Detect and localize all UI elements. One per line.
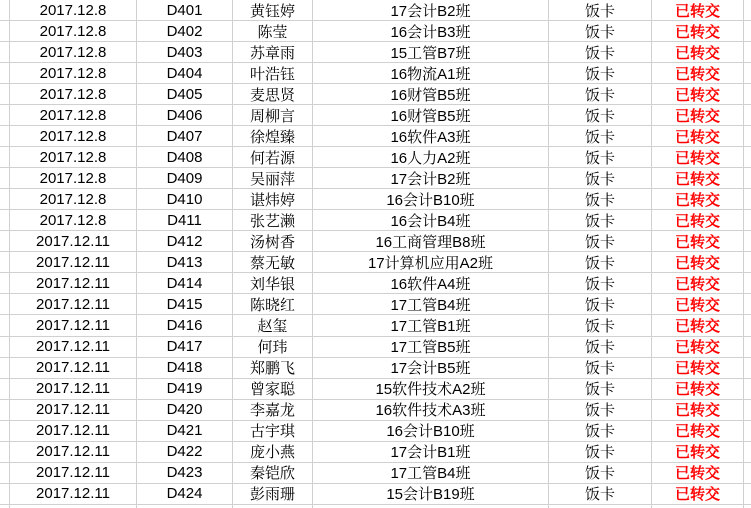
cell-status[interactable]: 已转交 xyxy=(652,400,744,420)
cell-date[interactable]: 2017.12.8 xyxy=(10,0,137,20)
table-row xyxy=(0,294,751,315)
cell-right-stub[interactable] xyxy=(744,400,751,420)
cell-name[interactable]: 彭雨珊 xyxy=(233,484,313,504)
cell-right-stub[interactable] xyxy=(744,210,751,230)
cell-date[interactable]: 2017.12.8 xyxy=(10,84,137,104)
cell-status[interactable]: 已转交 xyxy=(652,379,744,399)
cell-date[interactable]: 2017.12.8 xyxy=(10,168,137,188)
cell-status[interactable]: 已转交 xyxy=(652,168,744,188)
cell-status[interactable]: 已转交 xyxy=(652,42,744,62)
cell-left-stub[interactable] xyxy=(0,463,10,483)
cell-class[interactable]: 16会计B4班 xyxy=(313,210,549,230)
cell-id[interactable]: D413 xyxy=(137,252,233,272)
cell-right-stub[interactable] xyxy=(744,189,751,209)
cell-item[interactable]: 饭卡 xyxy=(549,147,652,167)
cell-date[interactable]: 2017.12.11 xyxy=(10,484,137,504)
cell-right-stub[interactable] xyxy=(744,63,751,83)
cell-date[interactable]: 2017.12.11 xyxy=(10,358,137,378)
cell-status[interactable]: 已转交 xyxy=(652,484,744,504)
cell-status[interactable]: 已转交 xyxy=(652,0,744,20)
cell-status[interactable]: 已转交 xyxy=(652,294,744,314)
cell-left-stub[interactable] xyxy=(0,442,10,462)
cell-right-stub[interactable] xyxy=(744,337,751,357)
cell-item[interactable]: 饭卡 xyxy=(549,337,652,357)
cell-date[interactable]: 2017.12.8 xyxy=(10,105,137,125)
cell-left-stub[interactable] xyxy=(0,147,10,167)
cell-id[interactable]: D423 xyxy=(137,463,233,483)
cell-date[interactable]: 2017.12.11 xyxy=(10,337,137,357)
cell-item[interactable]: 饭卡 xyxy=(549,442,652,462)
cell-status[interactable]: 已转交 xyxy=(652,231,744,251)
cell-class[interactable]: 17会计B1班 xyxy=(313,442,549,462)
cell-id[interactable]: D409 xyxy=(137,168,233,188)
cell-right-stub[interactable] xyxy=(744,358,751,378)
table-row xyxy=(0,337,751,358)
cell-item[interactable]: 饭卡 xyxy=(549,189,652,209)
cell-id[interactable]: D416 xyxy=(137,315,233,335)
cell-id[interactable]: D414 xyxy=(137,273,233,293)
cell-date[interactable]: 2017.12.11 xyxy=(10,315,137,335)
cell-class[interactable]: 16财管B5班 xyxy=(313,105,549,125)
table-row xyxy=(0,252,751,273)
cell-item[interactable]: 饭卡 xyxy=(549,400,652,420)
cell-class[interactable]: 16软件A4班 xyxy=(313,273,549,293)
cell-class[interactable]: 17会计B5班 xyxy=(313,358,549,378)
cell-class[interactable]: 15工管B7班 xyxy=(313,42,549,62)
cell-class[interactable]: 16软件技术A3班 xyxy=(313,400,549,420)
table-row xyxy=(0,189,751,210)
cell-name[interactable]: 汤树香 xyxy=(233,231,313,251)
cell-class[interactable]: 16会计B3班 xyxy=(313,21,549,41)
cell-id[interactable]: D412 xyxy=(137,231,233,251)
table-row xyxy=(0,42,751,63)
cell-left-stub[interactable] xyxy=(0,315,10,335)
cell-status[interactable]: 已转交 xyxy=(652,189,744,209)
cell-date[interactable]: 2017.12.8 xyxy=(10,126,137,146)
cell-left-stub[interactable] xyxy=(0,273,10,293)
cell-id[interactable]: D421 xyxy=(137,421,233,441)
cell-date[interactable]: 2017.12.8 xyxy=(10,189,137,209)
cell-date[interactable]: 2017.12.8 xyxy=(10,42,137,62)
cell-right-stub[interactable] xyxy=(744,0,751,20)
cell-status[interactable]: 已转交 xyxy=(652,337,744,357)
cell-right-stub[interactable] xyxy=(744,252,751,272)
cell-item[interactable]: 饭卡 xyxy=(549,421,652,441)
cell-right-stub[interactable] xyxy=(744,315,751,335)
cell-right-stub[interactable] xyxy=(744,484,751,504)
cell-item[interactable]: 饭卡 xyxy=(549,463,652,483)
cell-name[interactable]: 蔡无敏 xyxy=(233,252,313,272)
cell-left-stub[interactable] xyxy=(0,21,10,41)
cell-name[interactable]: 陈莹 xyxy=(233,21,313,41)
cell-item[interactable]: 饭卡 xyxy=(549,379,652,399)
cell-right-stub[interactable] xyxy=(744,105,751,125)
table-row xyxy=(0,168,751,189)
cell-class[interactable]: 16财管B5班 xyxy=(313,84,549,104)
cell-class[interactable]: 15会计B19班 xyxy=(313,484,549,504)
cell-right-stub[interactable] xyxy=(744,421,751,441)
table-row xyxy=(0,463,751,484)
cell-status[interactable]: 已转交 xyxy=(652,442,744,462)
cell-status[interactable]: 已转交 xyxy=(652,84,744,104)
cell-item[interactable]: 饭卡 xyxy=(549,273,652,293)
cell-date[interactable]: 2017.12.11 xyxy=(10,252,137,272)
cell-right-stub[interactable] xyxy=(744,442,751,462)
cell-class[interactable]: 16软件A3班 xyxy=(313,126,549,146)
cell-class[interactable]: 16工商管理B8班 xyxy=(313,231,549,251)
cell-item[interactable]: 饭卡 xyxy=(549,358,652,378)
cell-status[interactable]: 已转交 xyxy=(652,273,744,293)
cell-name[interactable]: 郑鹏飞 xyxy=(233,358,313,378)
cell-class[interactable]: 16会计B10班 xyxy=(313,189,549,209)
table-row xyxy=(0,400,751,421)
cell-right-stub[interactable] xyxy=(744,231,751,251)
cell-left-stub[interactable] xyxy=(0,168,10,188)
cell-class[interactable]: 17会计B2班 xyxy=(313,168,549,188)
cell-date[interactable]: 2017.12.11 xyxy=(10,231,137,251)
cell-name[interactable]: 徐煌臻 xyxy=(233,126,313,146)
cell-class[interactable]: 17计算机应用A2班 xyxy=(313,252,549,272)
cell-class[interactable]: 15软件技术A2班 xyxy=(313,379,549,399)
cell-date[interactable]: 2017.12.11 xyxy=(10,442,137,462)
cell-item[interactable]: 饭卡 xyxy=(549,484,652,504)
cell-date[interactable]: 2017.12.11 xyxy=(10,463,137,483)
cell-class[interactable]: 16物流A1班 xyxy=(313,63,549,83)
table-row xyxy=(0,421,751,442)
cell-id[interactable]: D420 xyxy=(137,400,233,420)
cell-left-stub[interactable] xyxy=(0,337,10,357)
cell-id[interactable]: D422 xyxy=(137,442,233,462)
cell-class[interactable]: 16人力A2班 xyxy=(313,147,549,167)
table-row xyxy=(0,358,751,379)
cell-left-stub[interactable] xyxy=(0,105,10,125)
cell-id[interactable]: D418 xyxy=(137,358,233,378)
cell-status[interactable]: 已转交 xyxy=(652,358,744,378)
table-row xyxy=(0,315,751,336)
cell-name[interactable]: 何若源 xyxy=(233,147,313,167)
cell-id[interactable]: D402 xyxy=(137,21,233,41)
cell-name[interactable]: 麦思贤 xyxy=(233,84,313,104)
cell-right-stub[interactable] xyxy=(744,168,751,188)
cell-right-stub[interactable] xyxy=(744,126,751,146)
cell-id[interactable]: D408 xyxy=(137,147,233,167)
table-row xyxy=(0,379,751,400)
cell-right-stub[interactable] xyxy=(744,379,751,399)
cell-id[interactable]: D415 xyxy=(137,294,233,314)
cell-name[interactable]: 赵玺 xyxy=(233,315,313,335)
cell-date[interactable]: 2017.12.8 xyxy=(10,147,137,167)
cell-left-stub[interactable] xyxy=(0,252,10,272)
cell-id[interactable]: D403 xyxy=(137,42,233,62)
cell-id[interactable]: D417 xyxy=(137,337,233,357)
cell-id[interactable]: D401 xyxy=(137,0,233,20)
cell-left-stub[interactable] xyxy=(0,42,10,62)
cell-left-stub[interactable] xyxy=(0,84,10,104)
cell-item[interactable]: 饭卡 xyxy=(549,252,652,272)
cell-left-stub[interactable] xyxy=(0,294,10,314)
cell-right-stub[interactable] xyxy=(744,42,751,62)
cell-class[interactable]: 17工管B5班 xyxy=(313,337,549,357)
cell-status[interactable]: 已转交 xyxy=(652,21,744,41)
cell-id[interactable]: D410 xyxy=(137,189,233,209)
cell-right-stub[interactable] xyxy=(744,273,751,293)
cell-item[interactable]: 饭卡 xyxy=(549,231,652,251)
cell-left-stub[interactable] xyxy=(0,358,10,378)
cell-item[interactable]: 饭卡 xyxy=(549,294,652,314)
cell-date[interactable]: 2017.12.8 xyxy=(10,21,137,41)
cell-status[interactable]: 已转交 xyxy=(652,105,744,125)
table-row xyxy=(0,147,751,168)
cell-class[interactable]: 17工管B4班 xyxy=(313,463,549,483)
cell-date[interactable]: 2017.12.11 xyxy=(10,294,137,314)
cell-left-stub[interactable] xyxy=(0,126,10,146)
cell-date[interactable]: 2017.12.11 xyxy=(10,421,137,441)
cell-date[interactable]: 2017.12.11 xyxy=(10,400,137,420)
cell-status[interactable]: 已转交 xyxy=(652,210,744,230)
cell-item[interactable]: 饭卡 xyxy=(549,210,652,230)
table-row xyxy=(0,442,751,463)
cell-left-stub[interactable] xyxy=(0,400,10,420)
cell-class[interactable]: 16会计B10班 xyxy=(313,421,549,441)
table-row xyxy=(0,273,751,294)
cell-id[interactable]: D424 xyxy=(137,484,233,504)
cell-left-stub[interactable] xyxy=(0,210,10,230)
cell-name[interactable]: 张艺濑 xyxy=(233,210,313,230)
cell-right-stub[interactable] xyxy=(744,84,751,104)
cell-left-stub[interactable] xyxy=(0,231,10,251)
cell-item[interactable]: 饭卡 xyxy=(549,0,652,20)
cell-status[interactable]: 已转交 xyxy=(652,315,744,335)
cell-date[interactable]: 2017.12.11 xyxy=(10,379,137,399)
cell-item[interactable]: 饭卡 xyxy=(549,105,652,125)
table-row xyxy=(0,63,751,84)
cell-id[interactable]: D406 xyxy=(137,105,233,125)
cell-status[interactable]: 已转交 xyxy=(652,63,744,83)
table-row xyxy=(0,21,751,42)
cell-name[interactable]: 庞小燕 xyxy=(233,442,313,462)
cell-name[interactable]: 谌炜婷 xyxy=(233,189,313,209)
cell-status[interactable]: 已转交 xyxy=(652,252,744,272)
cell-id[interactable]: D411 xyxy=(137,210,233,230)
cell-id[interactable]: D407 xyxy=(137,126,233,146)
cell-date[interactable]: 2017.12.8 xyxy=(10,210,137,230)
cell-class[interactable]: 17工管B1班 xyxy=(313,315,549,335)
cell-name[interactable]: 秦铠欣 xyxy=(233,463,313,483)
cell-item[interactable]: 饭卡 xyxy=(549,21,652,41)
cell-left-stub[interactable] xyxy=(0,189,10,209)
table-row xyxy=(0,126,751,147)
cell-status[interactable]: 已转交 xyxy=(652,126,744,146)
cell-right-stub[interactable] xyxy=(744,21,751,41)
cell-name[interactable]: 苏章雨 xyxy=(233,42,313,62)
cell-date[interactable]: 2017.12.11 xyxy=(10,273,137,293)
table-row xyxy=(0,484,751,505)
cell-name[interactable]: 曾家聪 xyxy=(233,379,313,399)
cell-class[interactable]: 17会计B2班 xyxy=(313,0,549,20)
cell-item[interactable]: 饭卡 xyxy=(549,126,652,146)
cell-id[interactable]: D419 xyxy=(137,379,233,399)
cell-name[interactable]: 何玮 xyxy=(233,337,313,357)
cell-left-stub[interactable] xyxy=(0,0,10,20)
cell-name[interactable]: 周柳言 xyxy=(233,105,313,125)
cell-id[interactable]: D404 xyxy=(137,63,233,83)
cell-right-stub[interactable] xyxy=(744,147,751,167)
cell-item[interactable]: 饭卡 xyxy=(549,168,652,188)
cell-left-stub[interactable] xyxy=(0,484,10,504)
cell-date[interactable]: 2017.12.8 xyxy=(10,63,137,83)
table-row xyxy=(0,84,751,105)
cell-name[interactable]: 李嘉龙 xyxy=(233,400,313,420)
cell-item[interactable]: 饭卡 xyxy=(549,42,652,62)
cell-left-stub[interactable] xyxy=(0,379,10,399)
cell-status[interactable]: 已转交 xyxy=(652,421,744,441)
cell-left-stub[interactable] xyxy=(0,63,10,83)
cell-name[interactable]: 陈晓红 xyxy=(233,294,313,314)
table-row xyxy=(0,105,751,126)
table-row xyxy=(0,0,751,21)
cell-id[interactable]: D405 xyxy=(137,84,233,104)
cell-left-stub[interactable] xyxy=(0,421,10,441)
table-row xyxy=(0,210,751,231)
cell-name[interactable]: 刘华银 xyxy=(233,273,313,293)
cell-item[interactable]: 饭卡 xyxy=(549,84,652,104)
cell-right-stub[interactable] xyxy=(744,463,751,483)
cell-status[interactable]: 已转交 xyxy=(652,463,744,483)
cell-name[interactable]: 古宇琪 xyxy=(233,421,313,441)
cell-item[interactable]: 饭卡 xyxy=(549,315,652,335)
cell-right-stub[interactable] xyxy=(744,294,751,314)
cell-item[interactable]: 饭卡 xyxy=(549,63,652,83)
table-row xyxy=(0,231,751,252)
cell-name[interactable]: 叶浩钰 xyxy=(233,63,313,83)
cell-class[interactable]: 17工管B4班 xyxy=(313,294,549,314)
cell-status[interactable]: 已转交 xyxy=(652,147,744,167)
cell-name[interactable]: 黄钰婷 xyxy=(233,0,313,20)
cell-name[interactable]: 吴丽萍 xyxy=(233,168,313,188)
